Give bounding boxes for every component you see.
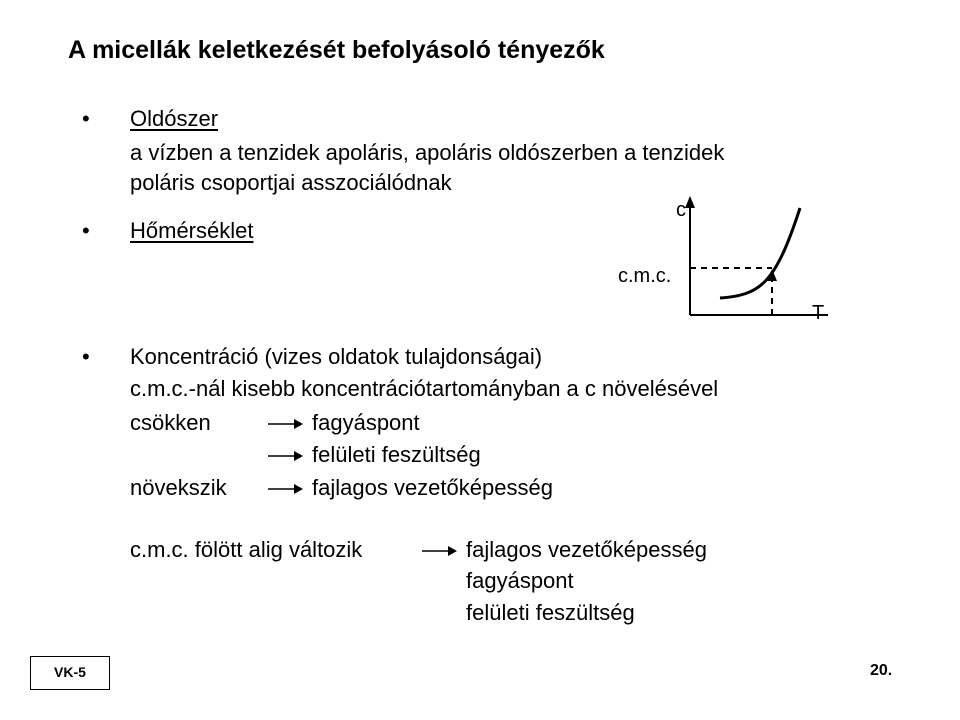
increases-label: növekszik (130, 475, 227, 500)
bullet-dot: • (82, 106, 90, 131)
arrow-right-icon (266, 416, 304, 432)
arrow-right-icon (266, 481, 304, 497)
above-cmc-item-2: fagyáspont (466, 568, 574, 593)
slide-badge: VK-5 (30, 656, 110, 690)
page-number: 20. (870, 662, 893, 679)
bullet-heading-concentration: Koncentráció (vizes oldatok tulajdonságai) (130, 344, 543, 369)
solvent-line-2: poláris csoportjai asszociálódnak (130, 170, 452, 195)
bullet-dot: • (82, 344, 90, 369)
above-cmc-label: c.m.c. fölött alig változik (130, 537, 363, 562)
bullet-dot: • (82, 218, 90, 243)
decreases-item-1: fagyáspont (312, 410, 420, 435)
slide-title: A micellák keletkezését befolyásoló tényezők (68, 36, 605, 64)
graph-y-axis-arrow-icon (685, 196, 695, 208)
increases-item-1: fajlagos vezetőképesség (312, 475, 553, 500)
decreases-label: csökken (130, 410, 211, 435)
graph-y-label: c (676, 199, 686, 221)
bullet-heading-temperature: Hőmérséklet (130, 218, 254, 243)
above-cmc-item-3: felületi feszültség (466, 600, 635, 625)
arrow-right-icon (420, 543, 458, 559)
concentration-line-1: c.m.c.-nál kisebb koncentrációtartományban a c növelésével (130, 376, 719, 401)
bullet-heading-solvent: Oldószer (130, 106, 219, 131)
graph-cmc-label: c.m.c. (618, 265, 672, 287)
graph-x-label: T (812, 302, 825, 324)
arrow-right-icon (266, 448, 304, 464)
cmc-temperature-graph (600, 190, 840, 330)
solvent-line-1: a vízben a tenzidek apoláris, apoláris oldószerben a tenzidek (130, 140, 725, 165)
decreases-item-2: felületi feszültség (312, 442, 481, 467)
graph-curve (720, 208, 800, 298)
above-cmc-item-1: fajlagos vezetőképesség (466, 537, 707, 562)
